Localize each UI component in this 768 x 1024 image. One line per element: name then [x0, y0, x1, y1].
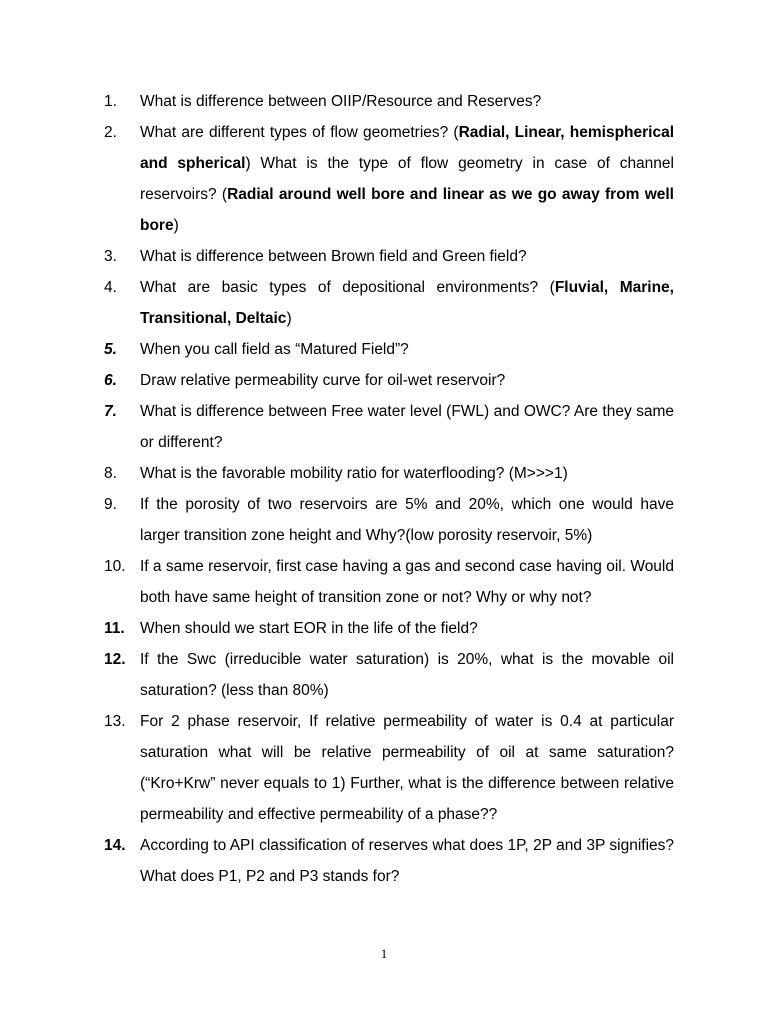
- question-text: What is difference between Brown field and Green field?: [140, 248, 527, 265]
- question-number: 11.: [104, 620, 125, 637]
- answer-text: Radial around well bore and linear as we go away from well bore: [140, 186, 674, 234]
- question-text: ): [286, 310, 292, 327]
- question-number: 10.: [104, 558, 126, 575]
- question-item: [104, 117, 674, 241]
- question-list: [104, 86, 674, 892]
- question-text: Draw relative permeability curve for oil-wet reservoir?: [140, 372, 506, 389]
- question-number: 12.: [104, 651, 126, 668]
- question-text: What are different types of flow geometries? (: [140, 124, 459, 141]
- question-text: What are basic types of depositional environments? (: [140, 279, 555, 296]
- question-item: [104, 396, 674, 458]
- question-number: 6.: [104, 372, 117, 389]
- question-number: 13.: [104, 713, 126, 730]
- question-item: [104, 241, 674, 272]
- question-number: 3.: [104, 248, 117, 265]
- question-item: [104, 334, 674, 365]
- question-item: [104, 365, 674, 396]
- question-number: 1.: [104, 93, 117, 110]
- question-text: If the Swc (irreducible water saturation) is 20%, what is the movable oil saturation? (less than 80%): [140, 651, 674, 699]
- question-number: 4.: [104, 279, 117, 296]
- question-text: ) What is the type of flow geometry in case of channel reservoirs? (: [140, 155, 674, 203]
- question-text: If a same reservoir, first case having a gas and second case having oil. Would both have same height of transition zone or not? Why or why not?: [140, 558, 674, 606]
- question-text: ): [173, 217, 179, 234]
- question-item: [104, 706, 674, 830]
- question-text: When you call field as “Matured Field”?: [140, 341, 409, 358]
- question-item: [104, 830, 674, 892]
- question-item: [104, 613, 674, 644]
- question-number: 5.: [104, 341, 117, 358]
- answer-text: Fluvial, Marine, Transitional, Deltaic: [140, 279, 674, 327]
- question-item: [104, 458, 674, 489]
- question-number: 2.: [104, 124, 117, 141]
- question-number: 7.: [104, 403, 117, 420]
- question-text: When should we start EOR in the life of the field?: [140, 620, 478, 637]
- question-item: [104, 551, 674, 613]
- question-text: What is difference between OIIP/Resource and Reserves?: [140, 93, 542, 110]
- question-text: For 2 phase reservoir, If relative permeability of water is 0.4 at particular saturation what will be relative permeability of oil at same saturation? (“Kro+Krw” never equals to 1) Further, what is the difference between relative permeability and effective permeability of a phase??: [140, 713, 674, 823]
- question-number: 9.: [104, 496, 117, 513]
- question-text: According to API classification of reserves what does 1P, 2P and 3P signifies? What does P1, P2 and P3 stands for?: [140, 837, 674, 885]
- answer-text: Radial, Linear, hemispherical and spherical: [140, 124, 675, 172]
- question-text: If the porosity of two reservoirs are 5% and 20%, which one would have larger transition zone height and Why?(low porosity reservoir, 5%): [140, 496, 674, 544]
- question-item: [104, 644, 674, 706]
- question-text: What is the favorable mobility ratio for waterflooding? (M>>>1): [140, 465, 568, 482]
- question-item: [104, 489, 674, 551]
- page-number: 1: [380, 946, 388, 961]
- question-number: 14.: [104, 837, 126, 854]
- question-item: [104, 272, 674, 334]
- question-item: [104, 86, 674, 117]
- question-text: What is difference between Free water level (FWL) and OWC? Are they same or different?: [140, 403, 674, 451]
- question-number: 8.: [104, 465, 117, 482]
